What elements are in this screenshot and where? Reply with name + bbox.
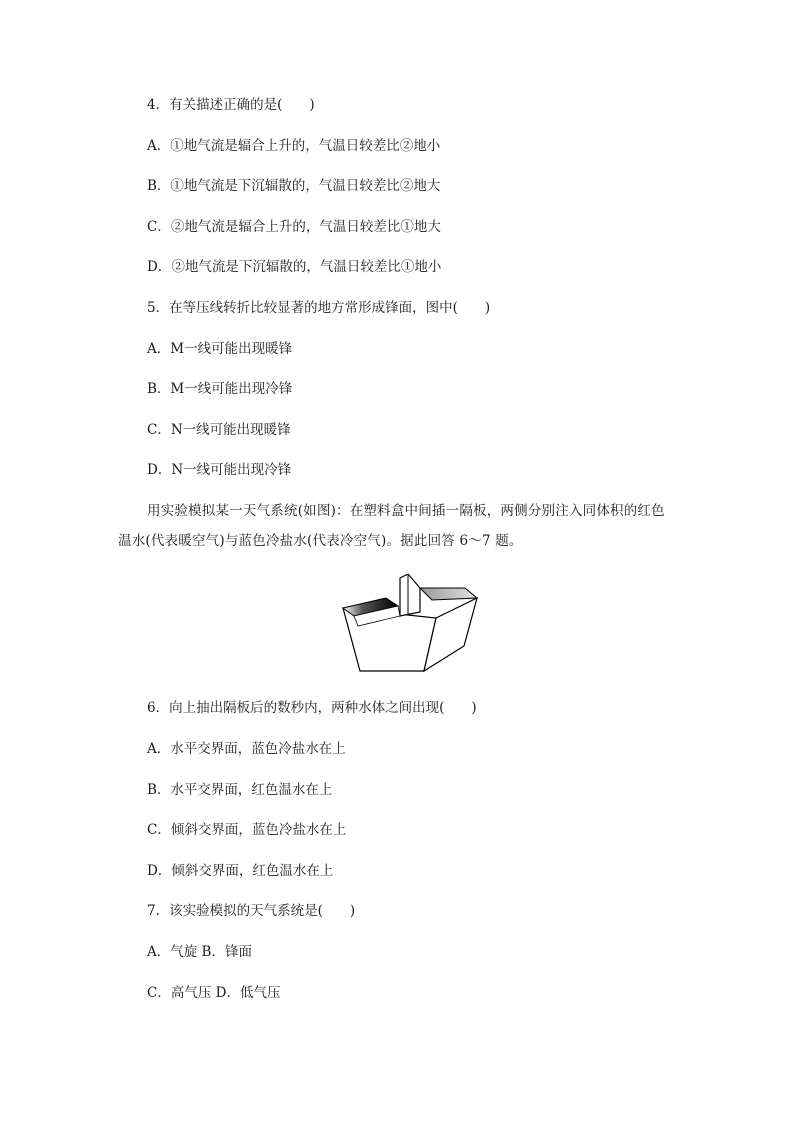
intro-line-1: 用实验模拟某一天气系统(如图)：在塑料盒中间插一隔板，两侧分别注入同体积的红色 [147, 503, 665, 519]
q7-option-cd: C．高气压 D．低气压 [147, 985, 281, 1001]
q4-option-d: D．②地气流是下沉辐散的，气温日较差比①地小 [147, 259, 442, 275]
q4-stem: 4．有关描述正确的是( ) [147, 97, 315, 113]
cold-water-surface [420, 588, 477, 600]
q4-option-b: B．①地气流是下沉辐散的，气温日较差比②地大 [147, 178, 441, 194]
partition-board [400, 574, 420, 616]
q5-option-d: D．N一线可能出现冷锋 [147, 462, 292, 478]
q5-option-c: C．N一线可能出现暖锋 [147, 422, 291, 438]
q6-option-d: D．倾斜交界面，红色温水在上 [147, 863, 334, 879]
q5-option-a: A．M一线可能出现暖锋 [147, 341, 293, 357]
intro-paragraph [118, 496, 678, 556]
q4-option-c: C．②地气流是辐合上升的，气温日较差比①地大 [147, 219, 441, 235]
q5-option-b: B．M一线可能出现冷锋 [147, 381, 293, 397]
box-side-face [424, 598, 477, 671]
intro-line-2: 温水(代表暖空气)与蓝色冷盐水(代表冷空气)。据此回答 6～7 题。 [118, 533, 523, 549]
q6-option-c: C．倾斜交界面，蓝色冷盐水在上 [147, 822, 347, 838]
q7-option-ab: A．气旋 B．锋面 [147, 944, 252, 960]
partitioned-box-diagram [340, 574, 480, 674]
q6-option-a: A．水平交界面，蓝色冷盐水在上 [147, 741, 346, 757]
q6-stem: 6．向上抽出隔板后的数秒内，两种水体之间出现( ) [147, 700, 477, 716]
q7-stem: 7．该实验模拟的天气系统是( ) [147, 903, 356, 919]
q5-stem: 5．在等压线转折比较显著的地方常形成锋面，图中( ) [147, 300, 491, 316]
q4-option-a: A．①地气流是辐合上升的，气温日较差比②地小 [147, 138, 441, 154]
q6-option-b: B．水平交界面，红色温水在上 [147, 782, 333, 798]
